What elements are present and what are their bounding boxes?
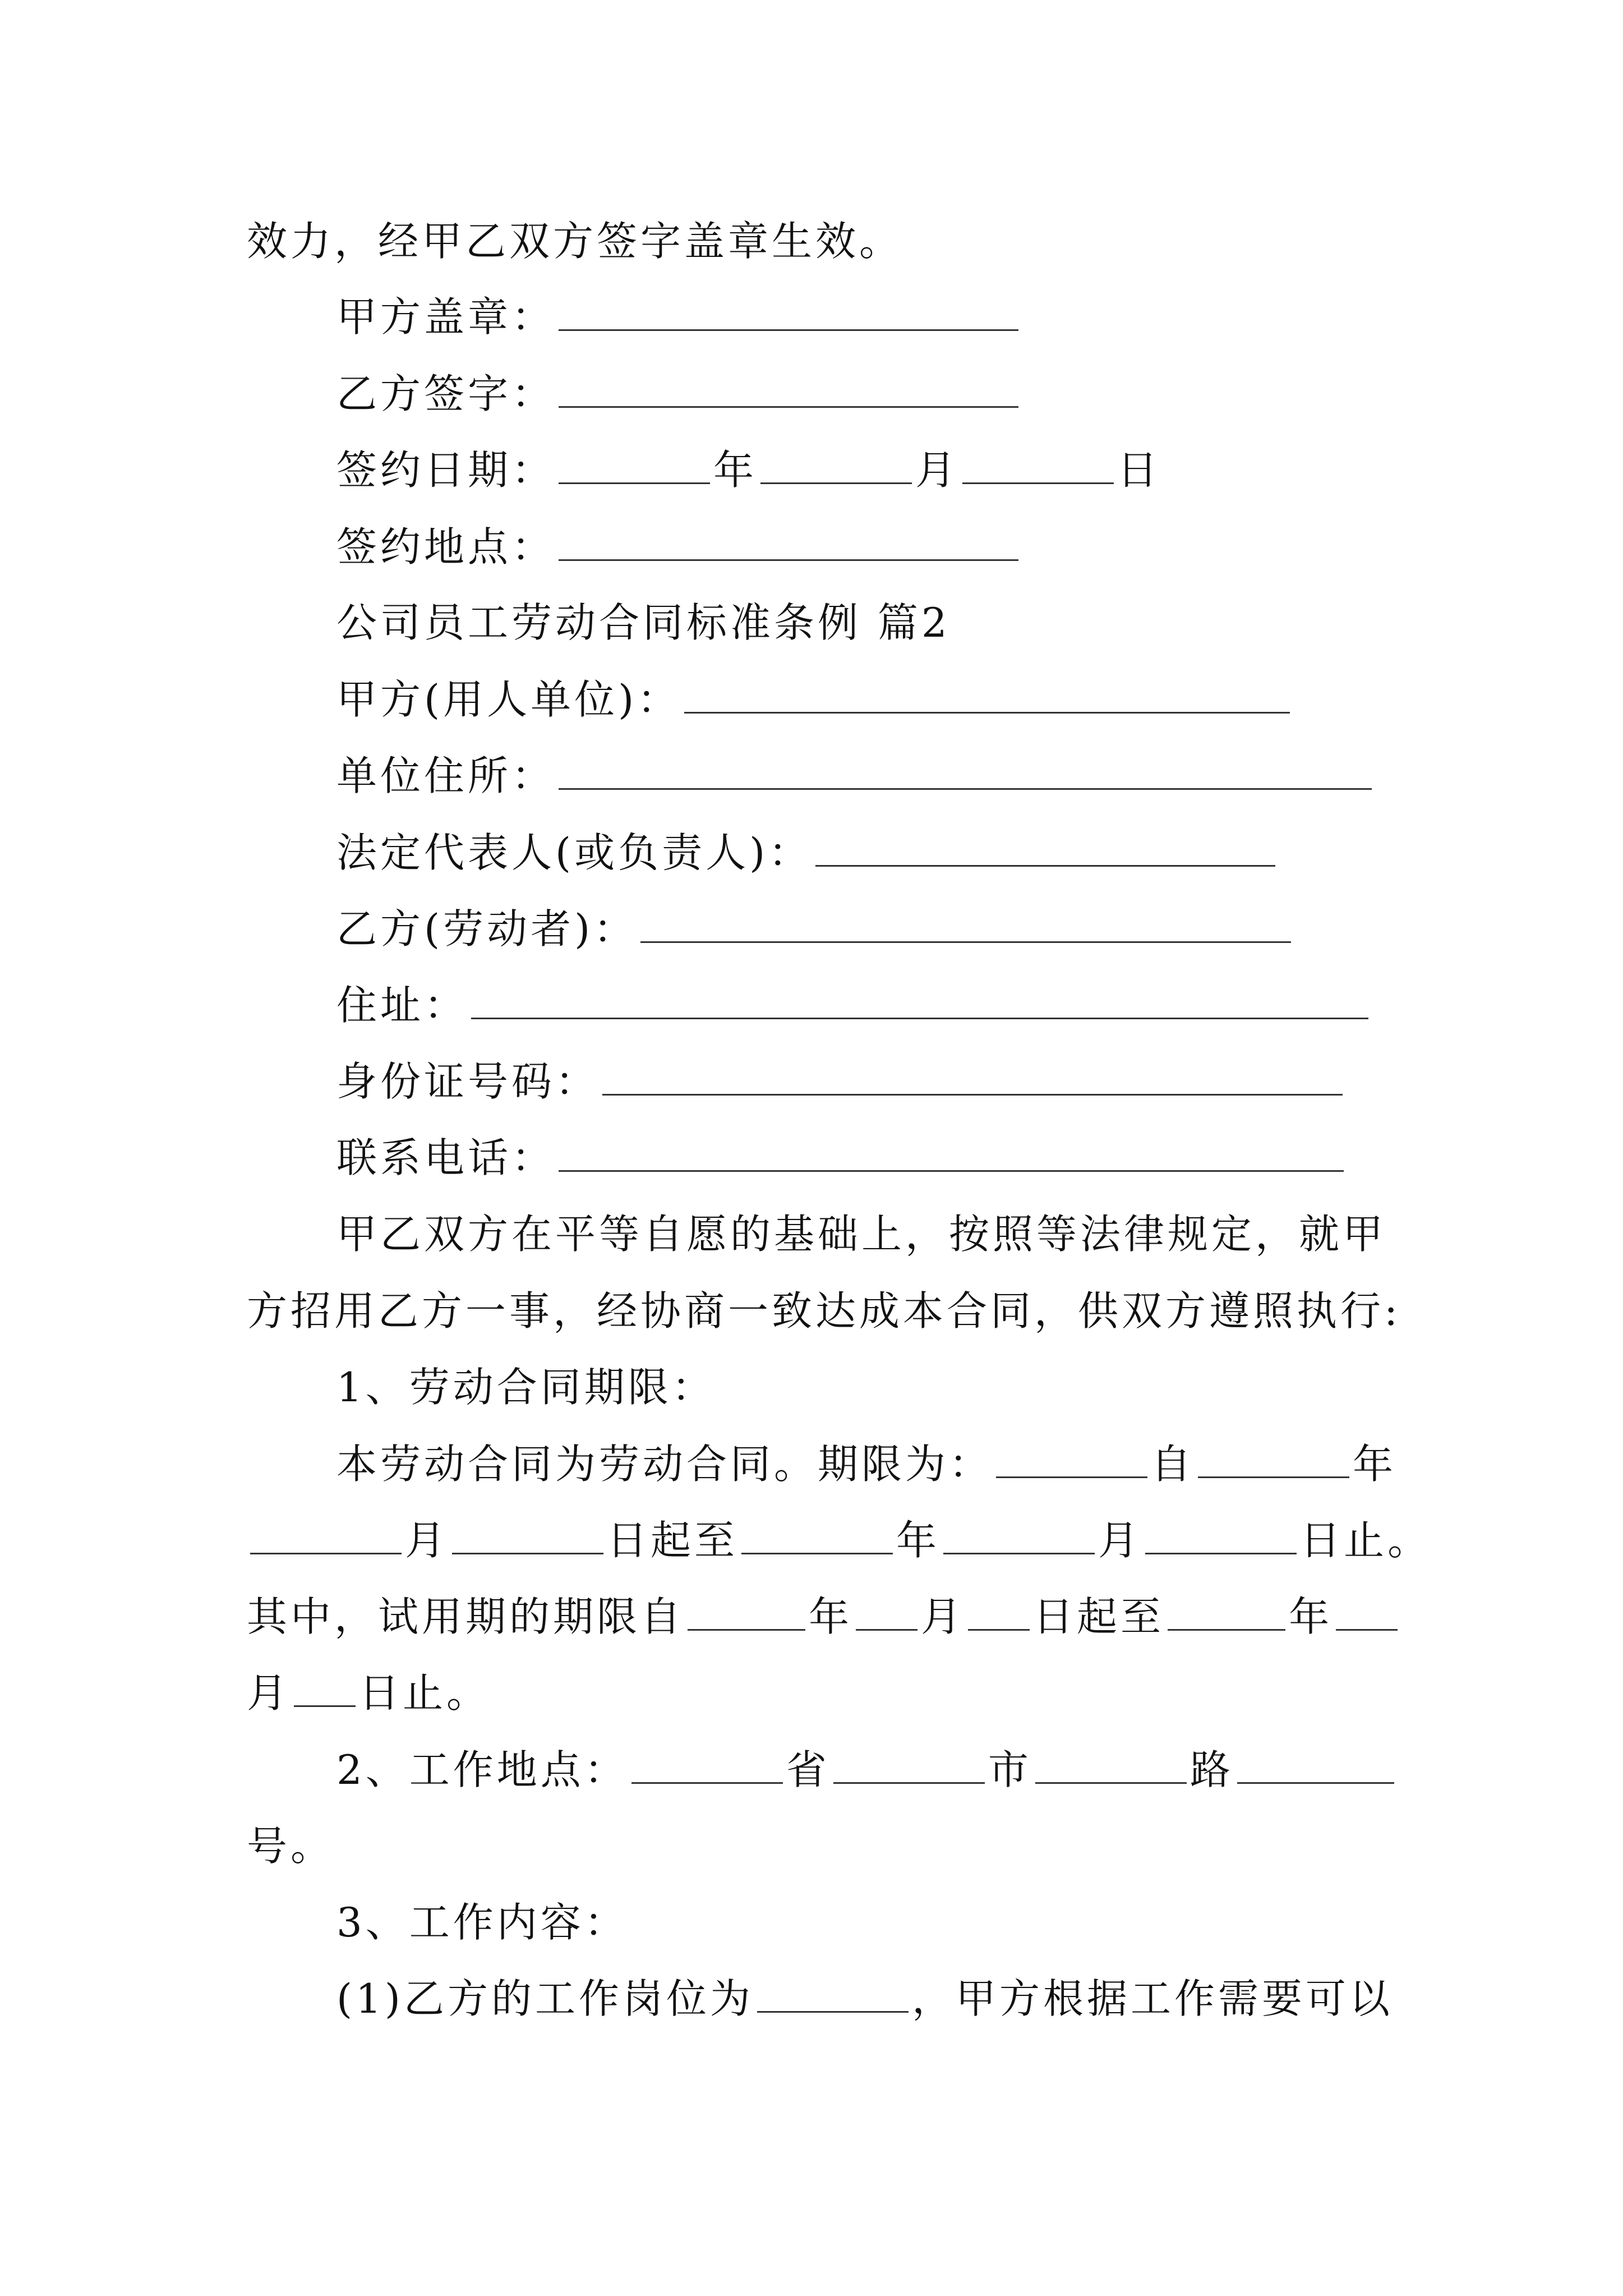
blank-field[interactable] [815, 826, 1275, 867]
blank-field[interactable] [452, 1513, 603, 1554]
blank-field[interactable] [471, 978, 1368, 1019]
text: 月 [1098, 1517, 1142, 1564]
text: 年 [713, 447, 758, 494]
blank-field[interactable] [962, 443, 1114, 484]
blank-field[interactable] [996, 1437, 1147, 1478]
text: 月 [915, 447, 960, 494]
label: 乙方(劳动者)： [336, 905, 638, 953]
text: 3、工作内容： [336, 1899, 628, 1946]
blank-field[interactable] [1237, 1743, 1394, 1784]
text: 年 [809, 1593, 853, 1640]
label: 单位住所： [336, 752, 556, 799]
clause3-line-1 [0, 1965, 1623, 2032]
text: (1)乙方的工作岗位为 [336, 1975, 754, 2022]
blank-field[interactable] [943, 1513, 1095, 1554]
clause3-title [0, 1889, 1623, 1956]
text: 省 [786, 1746, 830, 1793]
sign-date-line [0, 436, 1623, 504]
text: 年 [1289, 1593, 1333, 1640]
text: 公司员工劳动合同标准条例 篇2 [336, 599, 951, 646]
text: 方招用乙方一事，经协商一致达成本合同，供双方遵照执行: [247, 1287, 1401, 1335]
party-b-worker-line [0, 895, 1623, 963]
text: 年 [896, 1517, 940, 1564]
clause2-line-1 [0, 1736, 1623, 1803]
sign-place-line [0, 513, 1623, 581]
blank-field[interactable] [631, 1743, 783, 1784]
label: 甲方盖章： [336, 293, 556, 341]
blank-field[interactable] [1145, 1513, 1297, 1554]
text: ，甲方根据工作需要可以 [912, 1975, 1394, 2022]
label: 签约地点： [336, 523, 556, 570]
label: 住址： [336, 982, 468, 1029]
text: 本劳动合同为劳动合同。期限为： [336, 1441, 993, 1488]
blank-field[interactable] [559, 290, 1018, 331]
text: 1、劳动合同期限： [336, 1364, 716, 1411]
blank-field[interactable] [741, 1513, 893, 1554]
label: 乙方签字： [336, 370, 556, 417]
residence-line [0, 972, 1623, 1039]
blank-field[interactable] [559, 749, 1372, 790]
blank-field[interactable] [250, 1513, 402, 1554]
blank-field[interactable] [294, 1666, 356, 1707]
text: 月 [405, 1517, 449, 1564]
blank-field[interactable] [602, 1055, 1343, 1096]
label: 联系电话： [336, 1134, 556, 1181]
blank-field[interactable] [833, 1743, 985, 1784]
text-line-effect [0, 208, 1623, 275]
blank-field[interactable] [640, 902, 1291, 943]
blank-field[interactable] [1035, 1743, 1187, 1784]
clause1-line-1 [0, 1430, 1623, 1498]
blank-field[interactable] [559, 367, 1018, 408]
text: 效力，经甲乙双方签字盖章生效。 [247, 218, 903, 265]
blank-field[interactable] [968, 1590, 1030, 1631]
trial-line-2 [0, 1659, 1623, 1727]
phone-line [0, 1124, 1623, 1191]
label: 签约日期： [336, 447, 556, 494]
text: 日 [1117, 447, 1161, 494]
text: 路 [1189, 1746, 1234, 1793]
text: 月 [921, 1593, 965, 1640]
label: 甲方(用人单位)： [336, 676, 681, 723]
id-number-line [0, 1048, 1623, 1115]
clause1-line-2 [0, 1507, 1623, 1574]
text: 号。 [247, 1823, 335, 1870]
blank-field[interactable] [1198, 1437, 1349, 1478]
intro-line-2 [0, 1277, 1623, 1345]
blank-field[interactable] [1168, 1590, 1285, 1631]
text: 2、工作地点： [336, 1746, 628, 1793]
text: 自 [1151, 1441, 1195, 1488]
intro-line-1 [0, 1200, 1623, 1268]
trial-line-1 [0, 1583, 1623, 1650]
blank-field[interactable] [559, 443, 710, 484]
party-a-employer-line [0, 666, 1623, 733]
party-b-sign-line [0, 360, 1623, 427]
text: 日起至 [607, 1517, 739, 1564]
legal-rep-line [0, 819, 1623, 886]
text: 年 [1353, 1441, 1397, 1488]
text: 月 [247, 1669, 291, 1717]
blank-field[interactable] [559, 520, 1018, 561]
label: 法定代表人(或负责人)： [336, 829, 813, 876]
blank-field[interactable] [688, 1590, 805, 1631]
party-a-seal-line [0, 283, 1623, 351]
blank-field[interactable] [559, 1131, 1344, 1172]
text: 日起至 [1033, 1593, 1165, 1640]
text: 市 [988, 1746, 1032, 1793]
blank-field[interactable] [760, 443, 912, 484]
section-title [0, 589, 1623, 656]
blank-field[interactable] [757, 1972, 909, 2013]
clause1-title [0, 1354, 1623, 1421]
employer-address-line [0, 742, 1623, 809]
blank-field[interactable] [684, 673, 1290, 714]
blank-field[interactable] [1336, 1590, 1398, 1631]
clause2-line-2 [0, 1812, 1623, 1880]
blank-field[interactable] [856, 1590, 917, 1631]
text: 日止。 [1300, 1517, 1432, 1564]
text: 日止。 [359, 1669, 491, 1717]
text: 其中，试用期的期限自 [247, 1593, 685, 1640]
label: 身份证号码： [336, 1058, 600, 1105]
text: 甲乙双方在平等自愿的基础上，按照等法律规定，就甲 [336, 1211, 1387, 1258]
